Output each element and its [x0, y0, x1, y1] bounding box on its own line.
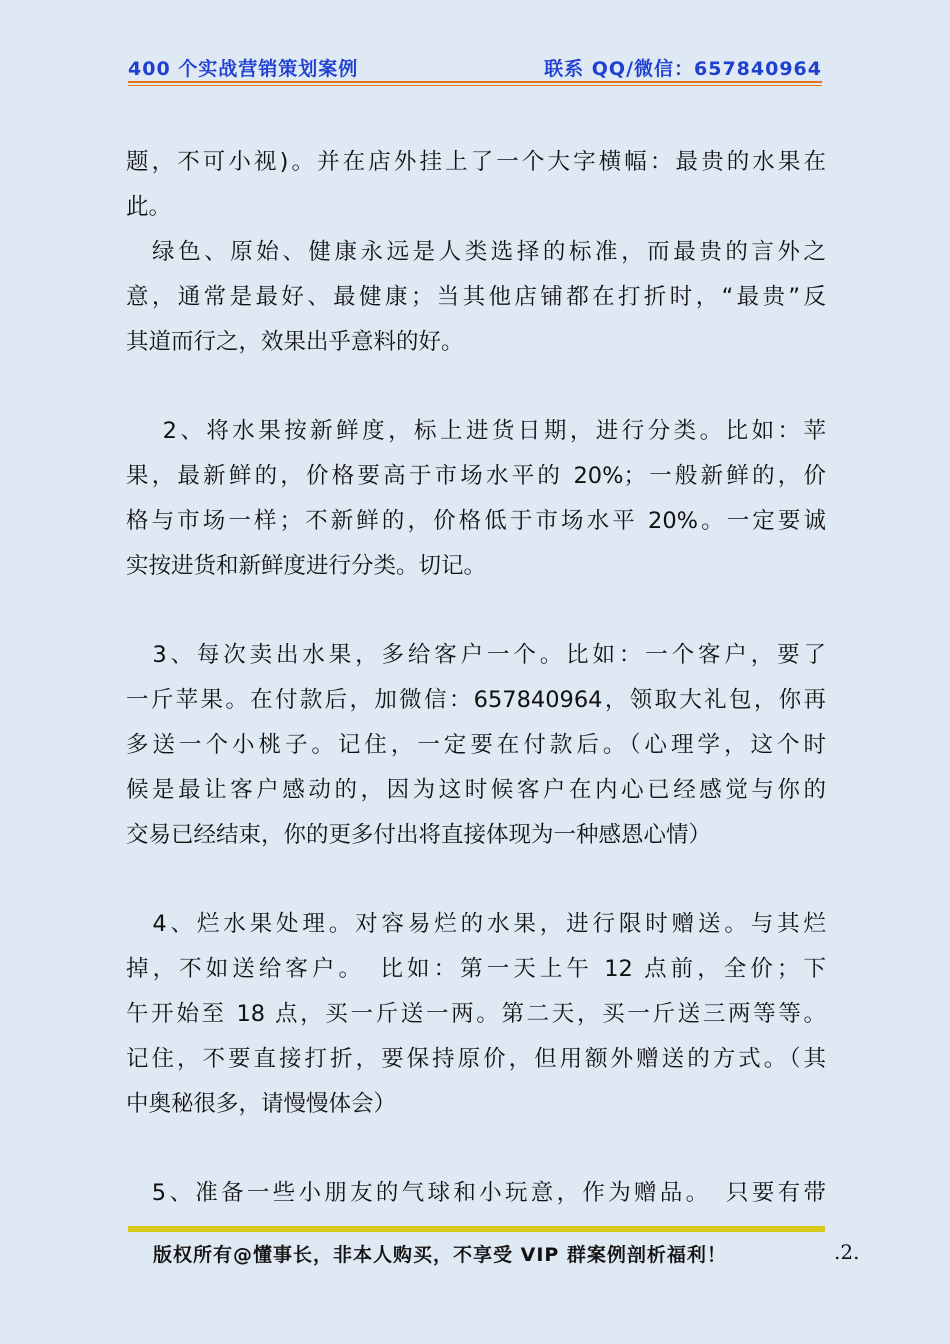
- text-line: 题，不可小视)。并在店外挂上了一个大字横幅：最贵的水果在: [126, 149, 826, 175]
- text-line: 意，通常是最好、最健康；当其他店铺都在打折时，“最贵”反: [126, 284, 826, 310]
- text-line: 多送一个小桃子。记住，一定要在付款后。（心理学，这个时: [126, 732, 826, 758]
- text-line: 格与市场一样；不新鲜的，价格低于市场水平 20%。一定要诚: [126, 508, 826, 534]
- footer-copyright: 版权所有@懂事长，非本人购买，不享受 VIP 群案例剖析福利！: [153, 1244, 727, 1266]
- paragraph: [126, 230, 826, 365]
- text-line: 5、准备一些小朋友的气球和小玩意，作为赠品。 只要有带: [126, 1180, 826, 1206]
- text-line: 中奥秘很多，请慢慢体会）: [126, 1091, 397, 1117]
- paragraph: [126, 633, 826, 858]
- text-line: 午开始至 18 点，买一斤送一两。第二天，买一斤送三两等等。: [126, 1001, 826, 1027]
- text-line: 一斤苹果。在付款后，加微信：657840964，领取大礼包，你再: [126, 687, 826, 713]
- paragraph: [126, 409, 826, 589]
- page-header: [128, 52, 822, 82]
- document-body: [126, 140, 826, 1216]
- header-title: 400 个实战营销策划案例: [128, 58, 359, 80]
- paragraph: [126, 1171, 826, 1216]
- footer-rule: [128, 1226, 825, 1232]
- text-line: 交易已经结束，你的更多付出将直接体现为一种感恩心情）: [126, 822, 712, 848]
- header-contact: 联系 QQ/微信：657840964: [544, 58, 822, 80]
- header-rule: [128, 81, 822, 83]
- text-line: 记住，不要直接打折，要保持原价，但用额外赠送的方式。（其: [126, 1046, 826, 1072]
- text-line: 果，最新鲜的，价格要高于市场水平的 20%；一般新鲜的，价: [126, 463, 826, 489]
- paragraph: [126, 140, 826, 230]
- text-line: 4、烂水果处理。对容易烂的水果，进行限时赠送。与其烂: [126, 911, 826, 937]
- text-line: 实按进货和新鲜度进行分类。切记。: [126, 553, 487, 579]
- text-line: 掉，不如送给客户。 比如：第一天上午 12 点前，全价；下: [126, 956, 826, 982]
- text-line: 其道而行之，效果出乎意料的好。: [126, 329, 464, 355]
- text-line: 3、每次卖出水果，多给客户一个。比如：一个客户，要了: [126, 642, 826, 668]
- text-line: 候是最让客户感动的，因为这时候客户在内心已经感觉与你的: [126, 777, 826, 803]
- text-line: 绿色、原始、健康永远是人类选择的标准，而最贵的言外之: [126, 239, 826, 265]
- text-line: 此。: [126, 194, 172, 220]
- page-number: .2.: [834, 1240, 860, 1264]
- paragraph: [126, 902, 826, 1127]
- text-line: 2、将水果按新鲜度，标上进货日期，进行分类。比如：苹: [126, 418, 826, 444]
- header-rule-thin: [128, 85, 822, 86]
